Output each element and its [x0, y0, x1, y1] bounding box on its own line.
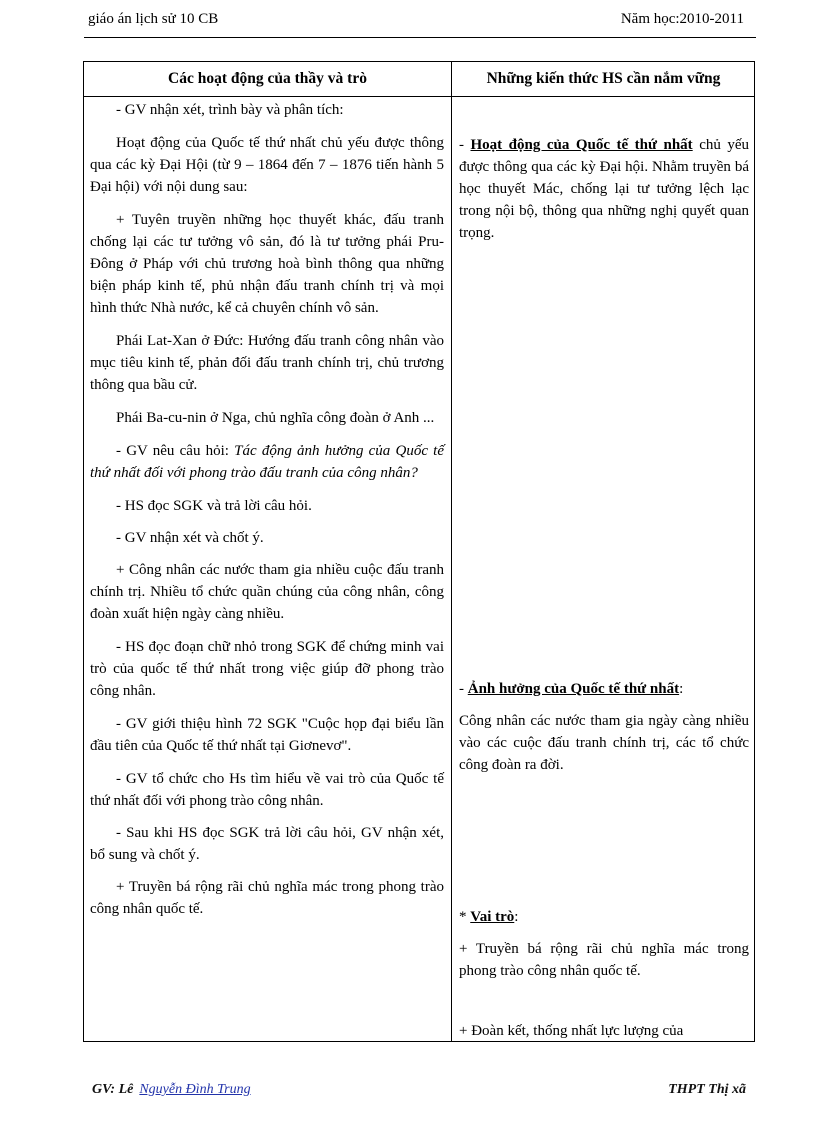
dash: - — [459, 681, 468, 697]
footer-school: THPT Thị xã — [668, 1082, 746, 1097]
section-heading: Hoạt động của Quốc tế thứ nhất — [470, 137, 693, 153]
role-item: + Đoàn kết, thống nhất lực lượng của — [459, 1023, 684, 1039]
footer-author-link[interactable]: Nguyễn Đình Trung — [139, 1082, 251, 1097]
paragraph: Hoạt động của Quốc tế thứ nhất chủ yếu được thông qua các kỳ Đại Hội (từ 9 – 1864 đến 7 – 1876 tiến hành 5 Đại hội) với nội dung sau: — [90, 135, 444, 195]
lesson-table — [83, 61, 755, 1042]
header-row-divider — [84, 96, 754, 97]
section-text: Công nhân các nước tham gia ngày càng nhiều vào các cuộc đấu tranh chính trị, các tổ chức công đoàn ra đời. — [459, 713, 749, 773]
paragraph: + Công nhân các nước tham gia nhiều cuộc đấu tranh chính trị. Nhiều tổ chức quần chúng của công nhân, công đoàn xuất hiện ngày càng nhiều. — [90, 562, 444, 622]
colon: : — [514, 909, 519, 925]
section-heading: Ảnh hưởng của Quốc tế thứ nhất — [467, 681, 680, 697]
paragraph: + Truyền bá rộng rãi chủ nghĩa mác trong phong trào công nhân quốc tế. — [90, 879, 444, 917]
footer-author — [92, 1082, 251, 1098]
knowledge-section-activities — [459, 134, 749, 244]
header-school-year: Năm học:2010-2011 — [620, 11, 744, 27]
header-subject: giáo án lịch sử 10 CB — [88, 11, 219, 27]
paragraph: - GV giới thiệu hình 72 SGK "Cuộc họp đại biểu lần đầu tiên của Quốc tế thứ nhất tại Giơnevơ". — [90, 716, 444, 754]
question-text: Tác động ảnh hưởng của Quốc tế thứ nhất đối với phong trào đấu tranh của công nhân? — [90, 443, 444, 481]
section-heading: Vai trò — [470, 909, 515, 925]
paragraph: + Tuyên truyền những học thuyết khác, đấu tranh chống lại các tư tưởng vô sản, đó là tư tưởng phái Pru-Đông ở Pháp với chủ trương hoà bình thông qua những biện pháp kinh tế, phủ nhận đấu tranh chính trị và mọi hình thức Nhà nước, kể cả chuyên chính vô sản. — [90, 212, 444, 316]
footer-author-label: GV: Lê — [92, 1082, 134, 1097]
asterisk: * — [459, 909, 471, 925]
header-rule — [84, 37, 756, 38]
section-text: chủ yếu được thông qua các kỳ Đại hội. Nhằm truyền bá học thuyết Mác, chống lại tư tưởng lệch lạc trong nội bộ, thông qua những nghị quyết quan trọng. — [459, 137, 750, 241]
paragraph: Phái Lat-Xan ở Đức: Hướng đấu tranh công nhân vào mục tiêu kinh tế, phản đối đấu tranh chính trị, chủ trương thông qua bầu cử. — [90, 333, 444, 393]
column-header-activities: Các hoạt động của thầy và trò — [168, 70, 367, 87]
paragraph: Phái Ba-cu-nin ở Nga, chủ nghĩa công đoàn ở Anh ... — [116, 410, 435, 426]
paragraph: - GV nhận xét, trình bày và phân tích: — [116, 102, 344, 118]
colon: : — [679, 681, 684, 697]
knowledge-section-role — [459, 906, 749, 1042]
dash: - — [459, 137, 471, 153]
paragraph: - HS đọc SGK và trả lời câu hỏi. — [116, 498, 312, 514]
role-item: + Truyền bá rộng rãi chủ nghĩa mác trong phong trào công nhân quốc tế. — [459, 941, 749, 979]
teacher-question — [90, 440, 444, 484]
paragraph: - HS đọc đoạn chữ nhỏ trong SGK để chứng minh vai trò của quốc tế thứ nhất trong việc giúp đỡ phong trào công nhân. — [90, 639, 444, 699]
column-divider — [451, 62, 452, 1041]
activities-column — [90, 99, 444, 931]
paragraph: - Sau khi HS đọc SGK trả lời câu hỏi, GV nhận xét, bổ sung và chốt ý. — [90, 825, 444, 863]
knowledge-section-influence — [459, 678, 749, 776]
column-header-knowledge: Những kiến thức HS cần nắm vững — [486, 70, 721, 87]
question-prefix: - GV nêu câu hỏi: — [116, 443, 235, 459]
paragraph: - GV tổ chức cho Hs tìm hiểu về vai trò của Quốc tế thứ nhất đối với phong trào công nhân. — [90, 771, 444, 809]
paragraph: - GV nhận xét và chốt ý. — [116, 530, 264, 546]
